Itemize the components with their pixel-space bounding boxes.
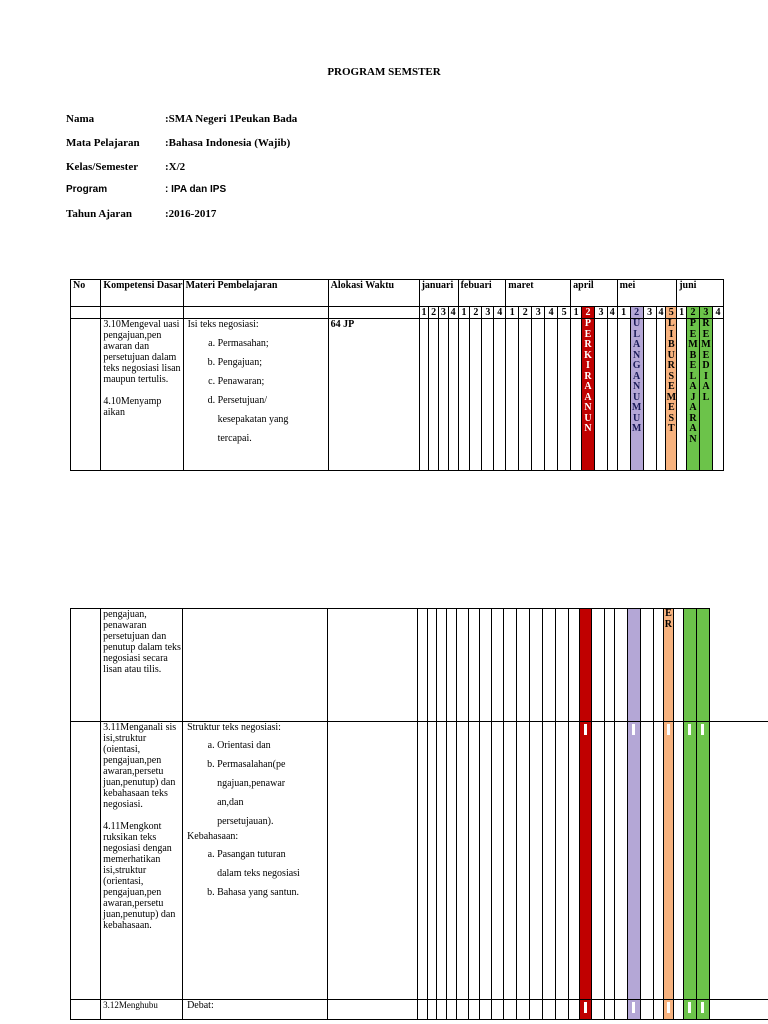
row1-kd	[101, 319, 183, 471]
week-slot	[555, 722, 568, 1000]
pembelajaran-column	[686, 319, 699, 471]
row1-materi-item-cont: tercapai.	[217, 433, 252, 444]
week-slot	[653, 1000, 663, 1020]
row2-alokasi	[327, 609, 418, 722]
week-slot	[447, 722, 457, 1000]
header-alokasi: Alokasi Waktu	[328, 280, 419, 307]
header-kd: Kompetensi Dasar	[101, 280, 183, 307]
week-slot	[447, 1000, 457, 1020]
remedial-text: R E M E D I A L	[701, 318, 711, 403]
week-spacer	[101, 307, 183, 319]
pembelajaran-column	[683, 1000, 696, 1020]
week-slot	[605, 722, 615, 1000]
month-febuari: febuari	[458, 280, 506, 307]
week-slot	[558, 319, 571, 471]
tahun-label: Tahun Ajaran	[66, 208, 132, 220]
week-slot	[592, 609, 605, 722]
week-cell: 1	[571, 307, 582, 319]
week-slot	[542, 722, 555, 1000]
week-slot	[456, 609, 468, 722]
marker	[632, 724, 635, 735]
week-slot	[592, 722, 605, 1000]
row1-materi-title: Isi teks negosiasi:	[187, 319, 259, 330]
week-slot	[656, 319, 666, 471]
week-cell: 3	[482, 307, 494, 319]
week-slot	[517, 1000, 530, 1020]
remedial-column	[696, 609, 709, 722]
week-slot	[447, 609, 457, 722]
week-slot	[494, 319, 506, 471]
week-slot	[530, 1000, 543, 1020]
marker	[584, 1002, 587, 1013]
week-slot	[427, 609, 437, 722]
week-slot	[458, 319, 470, 471]
row3-kd	[101, 722, 183, 1000]
week-cell: 4	[656, 307, 666, 319]
week-cell: 4	[545, 307, 558, 319]
page-title: PROGRAM SEMSTER	[327, 66, 441, 78]
week-cell: 4	[607, 307, 617, 319]
tahun-value: :2016-2017	[165, 208, 217, 220]
row3-keb-item: b. Bahasa yang santun.	[217, 883, 326, 902]
row4-no	[71, 1000, 101, 1020]
week-slot	[709, 1000, 768, 1020]
week-slot	[517, 609, 530, 722]
header-materi: Materi Pembelajaran	[183, 280, 328, 307]
row1-materi-item: d. Persetujuan/	[218, 391, 328, 410]
week-slot	[418, 1000, 428, 1020]
week-slot	[617, 319, 630, 471]
week-cell: 2	[581, 307, 594, 319]
week-slot	[542, 609, 555, 722]
row3-kd-3: 3.11Menganali sis isi,struktur (oientasi, pengajuan,pen awaran,persetu juan,penutup) dan kebahasaan teks negosiasi.	[103, 722, 177, 810]
remedial-column	[696, 1000, 709, 1020]
perkiraan-un-column	[579, 1000, 592, 1020]
row3-kebahasaan: Kebahasaan:	[187, 831, 239, 842]
row1-kd-4: 4.10Menyamp aikan	[103, 396, 162, 418]
week-slot	[607, 319, 617, 471]
week-slot	[571, 319, 582, 471]
row1-materi-item: c. Penawaran;	[218, 372, 328, 391]
week-slot	[504, 1000, 517, 1020]
week-cell: 3	[594, 307, 607, 319]
pembelajaran-column	[683, 609, 696, 722]
week-slot	[568, 1000, 579, 1020]
marker	[701, 1002, 704, 1013]
week-slot	[640, 1000, 653, 1020]
week-slot	[568, 722, 579, 1000]
week-slot	[482, 319, 494, 471]
week-slot	[439, 319, 449, 471]
row3-materi-item: b. Permasalahan(pe	[217, 755, 326, 774]
pembelajaran-column	[683, 722, 696, 1000]
week-slot	[555, 1000, 568, 1020]
week-cell: 3	[439, 307, 449, 319]
libur-semester-text-cont: E R	[664, 608, 673, 630]
row3-materi-item-cont: persetujauan).	[217, 816, 274, 827]
week-cell: 2	[686, 307, 699, 319]
ulangan-umum-text: U L A N G A N U M U M	[631, 318, 642, 434]
perkiraan-un-column	[581, 319, 594, 471]
week-cell: 4	[712, 307, 723, 319]
program-table	[70, 279, 724, 471]
week-spacer	[71, 307, 101, 319]
libur-semester-column	[663, 609, 674, 722]
week-cell: 1	[617, 307, 630, 319]
week-slot	[555, 609, 568, 722]
libur-semester-column	[663, 722, 674, 1000]
week-cell: 1	[419, 307, 429, 319]
week-slot	[605, 1000, 615, 1020]
week-slot	[470, 319, 482, 471]
remedial-column	[696, 722, 709, 1000]
week-slot	[480, 722, 492, 1000]
row2-materi	[183, 609, 327, 722]
week-slot	[605, 609, 615, 722]
marker	[667, 1002, 670, 1013]
row1-materi-item: b. Pengajuan;	[218, 353, 328, 372]
week-slot	[437, 722, 447, 1000]
week-slot	[674, 722, 684, 1000]
week-slot	[615, 609, 628, 722]
week-slot	[468, 722, 480, 1000]
nama-label: Nama	[66, 113, 95, 125]
row1-materi-item: a. Permasahan;	[218, 334, 328, 353]
week-slot	[532, 319, 545, 471]
program-label: Program	[66, 184, 108, 195]
week-slot	[492, 609, 504, 722]
marker	[701, 724, 704, 735]
week-slot	[615, 1000, 628, 1020]
week-slot	[542, 1000, 555, 1020]
week-slot	[492, 722, 504, 1000]
week-slot	[506, 319, 519, 471]
week-cell: 3	[643, 307, 656, 319]
libur-semester-text: L I B U R S E M E S T	[666, 318, 677, 434]
week-slot	[519, 319, 532, 471]
week-slot	[674, 1000, 684, 1020]
mapel-value: :Bahasa Indonesia (Wajib)	[165, 137, 291, 149]
week-cell: 1	[506, 307, 519, 319]
row3-alokasi	[327, 722, 418, 1000]
row3-materi-title: Struktur teks negosiasi:	[187, 722, 281, 733]
week-slot	[674, 609, 684, 722]
ulangan-umum-column	[627, 1000, 640, 1020]
week-spacer	[328, 307, 419, 319]
row3-keb-item: a. Pasangan tuturan	[217, 845, 326, 864]
week-cell: 4	[448, 307, 458, 319]
marker	[688, 1002, 691, 1013]
week-cell: 3	[699, 307, 712, 319]
week-slot	[568, 609, 579, 722]
row3-no	[71, 722, 101, 1000]
week-cell: 3	[532, 307, 545, 319]
week-slot	[418, 609, 428, 722]
week-slot	[594, 319, 607, 471]
week-slot	[615, 722, 628, 1000]
week-slot	[653, 609, 663, 722]
week-slot	[653, 722, 663, 1000]
week-slot	[640, 722, 653, 1000]
program-table-continued	[70, 608, 768, 1020]
row1-materi-item-cont: kesepakatan yang	[217, 414, 289, 425]
nama-value: :SMA Negeri 1Peukan Bada	[165, 113, 298, 125]
week-slot	[437, 1000, 447, 1020]
pembelajaran-text: P E M B E L A J A R A N	[688, 318, 698, 445]
week-slot	[419, 319, 429, 471]
marker	[688, 724, 691, 735]
month-juni: juni	[677, 280, 724, 307]
week-slot	[530, 722, 543, 1000]
perkiraan-un-column	[579, 722, 592, 1000]
week-slot	[677, 319, 687, 471]
ulangan-umum-column	[627, 609, 640, 722]
ulangan-umum-column	[630, 319, 643, 471]
month-maret: maret	[506, 280, 571, 307]
week-slot	[492, 1000, 504, 1020]
month-januari: januari	[419, 280, 458, 307]
row2-kd: pengajuan, penawaran persetujuan dan penutup dalam teks negosiasi secara lisan atau tilis.	[101, 609, 183, 722]
week-slot	[530, 609, 543, 722]
week-cell: 1	[677, 307, 687, 319]
week-cell: 5	[666, 307, 677, 319]
row3-kd-4: 4.11Mengkont ruksikan teks negosiasi dengan memerhatikan isi,struktur (orientasi, pengajuan,pen awaran,persetu juan,penutup) dan kebahasaan.	[103, 821, 176, 931]
week-cell: 4	[494, 307, 506, 319]
row1-no	[71, 319, 101, 471]
remedial-column	[699, 319, 712, 471]
row1-materi	[183, 319, 328, 471]
week-slot	[437, 609, 447, 722]
week-cell: 1	[458, 307, 470, 319]
header-no: No	[71, 280, 101, 307]
week-slot	[468, 1000, 480, 1020]
row4-alokasi	[327, 1000, 418, 1020]
month-april: april	[571, 280, 618, 307]
marker	[584, 724, 587, 735]
row3-materi-item-cont: ngajuan,penawar	[217, 778, 286, 789]
week-slot	[545, 319, 558, 471]
week-slot	[709, 609, 768, 722]
week-cell: 2	[630, 307, 643, 319]
week-spacer	[183, 307, 328, 319]
mapel-label: Mata Pelajaran	[66, 137, 140, 149]
week-slot	[480, 609, 492, 722]
row4-kd: 3.12Menghubu	[101, 1000, 183, 1020]
week-slot	[427, 722, 437, 1000]
week-slot	[504, 609, 517, 722]
week-slot	[643, 319, 656, 471]
week-slot	[448, 319, 458, 471]
week-cell: 2	[519, 307, 532, 319]
week-slot	[504, 722, 517, 1000]
perkiraan-un-text: P E R K I R A A N U N	[584, 318, 592, 434]
row1-kd-3: 3.10Mengeval uasi pengajuan,pen awaran dan persetujuan dalam teks negosiasi lisan maupun tertulis.	[103, 319, 181, 385]
ulangan-umum-column	[627, 722, 640, 1000]
perkiraan-un-column	[579, 609, 592, 722]
row2-no	[71, 609, 101, 722]
week-cell: 2	[429, 307, 439, 319]
row3-keb-item-cont: dalam teks negosiasi	[217, 868, 300, 879]
week-slot	[640, 609, 653, 722]
row3-materi-item: a. Orientasi dan	[217, 736, 326, 755]
month-mei: mei	[617, 280, 677, 307]
week-slot	[712, 319, 723, 471]
week-slot	[427, 1000, 437, 1020]
libur-semester-column	[666, 319, 677, 471]
kelas-value: :X/2	[165, 161, 186, 173]
marker	[632, 1002, 635, 1013]
program-value: : IPA dan IPS	[165, 184, 227, 195]
row3-materi-item-cont: an,dan	[217, 797, 244, 808]
row1-alokasi: 64 JP	[328, 319, 419, 471]
row4-materi: Debat:	[183, 1000, 327, 1020]
row3-materi	[183, 722, 327, 1000]
week-slot	[709, 722, 768, 1000]
kelas-label: Kelas/Semester	[66, 161, 139, 173]
week-slot	[468, 609, 480, 722]
week-slot	[429, 319, 439, 471]
week-slot	[456, 1000, 468, 1020]
week-slot	[592, 1000, 605, 1020]
marker	[667, 724, 670, 735]
week-slot	[456, 722, 468, 1000]
week-slot	[517, 722, 530, 1000]
week-cell: 2	[470, 307, 482, 319]
libur-semester-column	[663, 1000, 674, 1020]
week-cell: 5	[558, 307, 571, 319]
week-slot	[480, 1000, 492, 1020]
week-slot	[418, 722, 428, 1000]
